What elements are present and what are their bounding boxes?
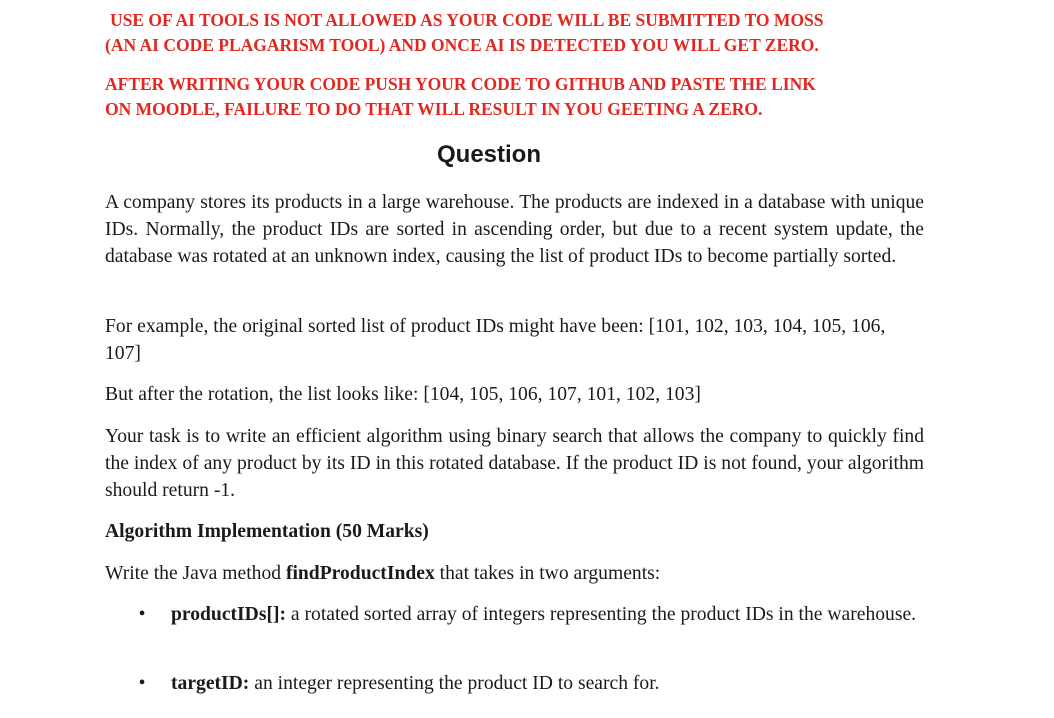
argument-text: [171, 670, 925, 697]
question-heading: Question: [436, 141, 541, 168]
argument-description: a rotated sorted array of integers representing the product IDs in the warehouse.: [286, 604, 917, 625]
submission-warning: [105, 72, 935, 122]
example-original-paragraph: For example, the original sorted list of product IDs might have been: [101, 102, 103, 104, 105, 106, 107]: [105, 316, 886, 364]
task-paragraph: Your task is to write an efficient algorithm using binary search that allows the company to quickly find the index of any product by its ID in this rotated database. If the product ID is not found, your algorithm should return -1.: [105, 426, 924, 501]
argument-name: targetID:: [171, 673, 250, 694]
argument-text: [171, 601, 925, 628]
warning-line: ON MOODLE, FAILURE TO DO THAT WILL RESULT IN YOU GEETING A ZERO.: [105, 99, 763, 119]
bullet-icon: •: [138, 604, 146, 625]
example-rotated-paragraph: But after the rotation, the list looks like: [104, 105, 106, 107, 101, 102, 103]: [105, 384, 701, 405]
method-suffix: that takes in two arguments:: [434, 563, 661, 584]
intro-paragraph: A company stores its products in a large warehouse. The products are indexed in a database with unique IDs. Normally, the product IDs are sorted in ascending order, but due to a recent system update, the database was rotated at an unknown index, causing the list of product IDs to become partially sorted.: [105, 192, 924, 267]
section-title: Algorithm Implementation (50 Marks): [105, 521, 429, 542]
warning-line: USE OF AI TOOLS IS NOT ALLOWED AS YOUR CODE WILL BE SUBMITTED TO MOSS: [110, 10, 824, 30]
method-prefix: Write the Java method: [105, 563, 286, 584]
warning-line: (AN AI CODE PLAGARISM TOOL) AND ONCE AI IS DETECTED YOU WILL GET ZERO.: [105, 35, 819, 55]
method-name: findProductIndex: [285, 563, 435, 584]
argument-name: productIDs[]:: [171, 604, 287, 625]
method-instruction: [105, 560, 924, 587]
plagiarism-warning: [105, 8, 935, 58]
bullet-icon: •: [138, 673, 146, 694]
argument-description: an integer representing the product ID to search for.: [249, 673, 660, 694]
warning-line: AFTER WRITING YOUR CODE PUSH YOUR CODE TO GITHUB AND PASTE THE LINK: [105, 74, 816, 94]
